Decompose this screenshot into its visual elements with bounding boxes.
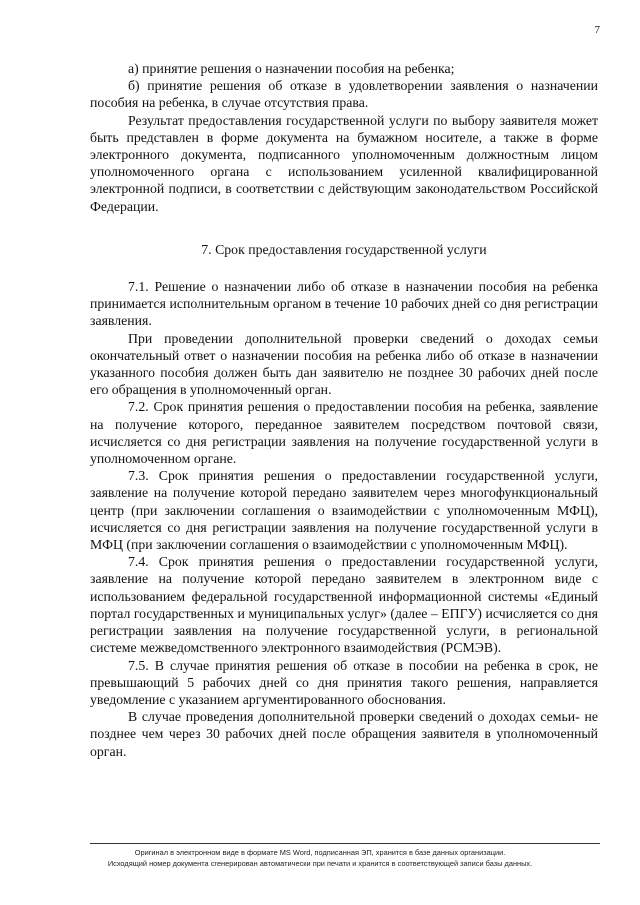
paragraph: 7.1. Решение о назначении либо об отказе в назначении пособия на ребенка принимается исполнительным органом в течение 10 рабочих дней со дня регистрации заявления. [90, 279, 598, 329]
footer-line: Оригинал в электронном виде в формате MS Word, подписанная ЭП, хранится в базе данных организации. [134, 848, 506, 857]
footer-divider [90, 843, 600, 844]
paragraph: 7.4. Срок принятия решения о предоставлении государственной услуги, заявление на получение которой передано заявителем в электронном виде с использованием федеральной государственной информационной системы «Единый портал государственных и муниципальных услуг» (далее – ЕПГУ) исчисляется со дня регистрации заявления на получение государственной услуги, в региональной системе межведомственного электронного взаимодействия (РСМЭВ). [90, 554, 598, 656]
paragraph: В случае проведения дополнительной проверки сведений о доходах семьи- не позднее чем через 30 рабочих дней после обращения заявителя в уполномоченный орган. [90, 709, 598, 759]
section-heading: 7. Срок предоставления государственной услуги [201, 241, 487, 257]
paragraph: б) принятие решения об отказе в удовлетворении заявления о назначении пособия на ребенка, в случае отсутствия права. [90, 78, 598, 111]
paragraph: а) принятие решения о назначении пособия на ребенка; [128, 61, 455, 76]
footer-line: Исходящий номер документа сгенерирован автоматически при печати и хранится в соответствующей записи базы данных. [107, 859, 533, 868]
paragraph: При проведении дополнительной проверки сведений о доходах семьи окончательный ответ о назначении пособия на ребенка либо об отказе в назначении указанного пособия должен быть дан заявителю не позднее 30 рабочих дней после его обращения в уполномоченный орган. [90, 330, 598, 398]
paragraph: 7.3. Срок принятия решения о предоставлении государственной услуги, заявление на получение которой передано заявителем через многофункциональный центр (при заключении соглашения о взаимодействии с уполномоченным МФЦ), исчисляется со дня регистрации заявления на получение государственной услуги в МФЦ (при заключении соглашения о взаимодействии с уполномоченным МФЦ). [90, 468, 598, 553]
document-body [90, 60, 598, 760]
page-number: 7 [594, 24, 600, 36]
page-footer [0, 847, 640, 869]
paragraph: Результат предоставления государственной услуги по выбору заявителя может быть представлен в форме документа на бумажном носителе, а также в форме электронного документа, подписанного уполномоченным должностным лицом уполномоченного органа с использованием усиленной квалифицированной электронной подписи, в соответствии с действующим законодательством Российской Федерации. [90, 112, 598, 214]
paragraph: 7.5. В случае принятия решения об отказе в пособии на ребенка в срок, не превышающий 5 рабочих дней со дня принятия такого решения, направляется уведомление с указанием аргументированного обоснования. [90, 657, 598, 707]
paragraph: 7.2. Срок принятия решения о предоставлении пособия на ребенка, заявление на получение которого, переданное заявителем посредством почтовой связи, исчисляется со дня регистрации заявления на получение государственной услуги в уполномоченном органе. [90, 399, 598, 467]
